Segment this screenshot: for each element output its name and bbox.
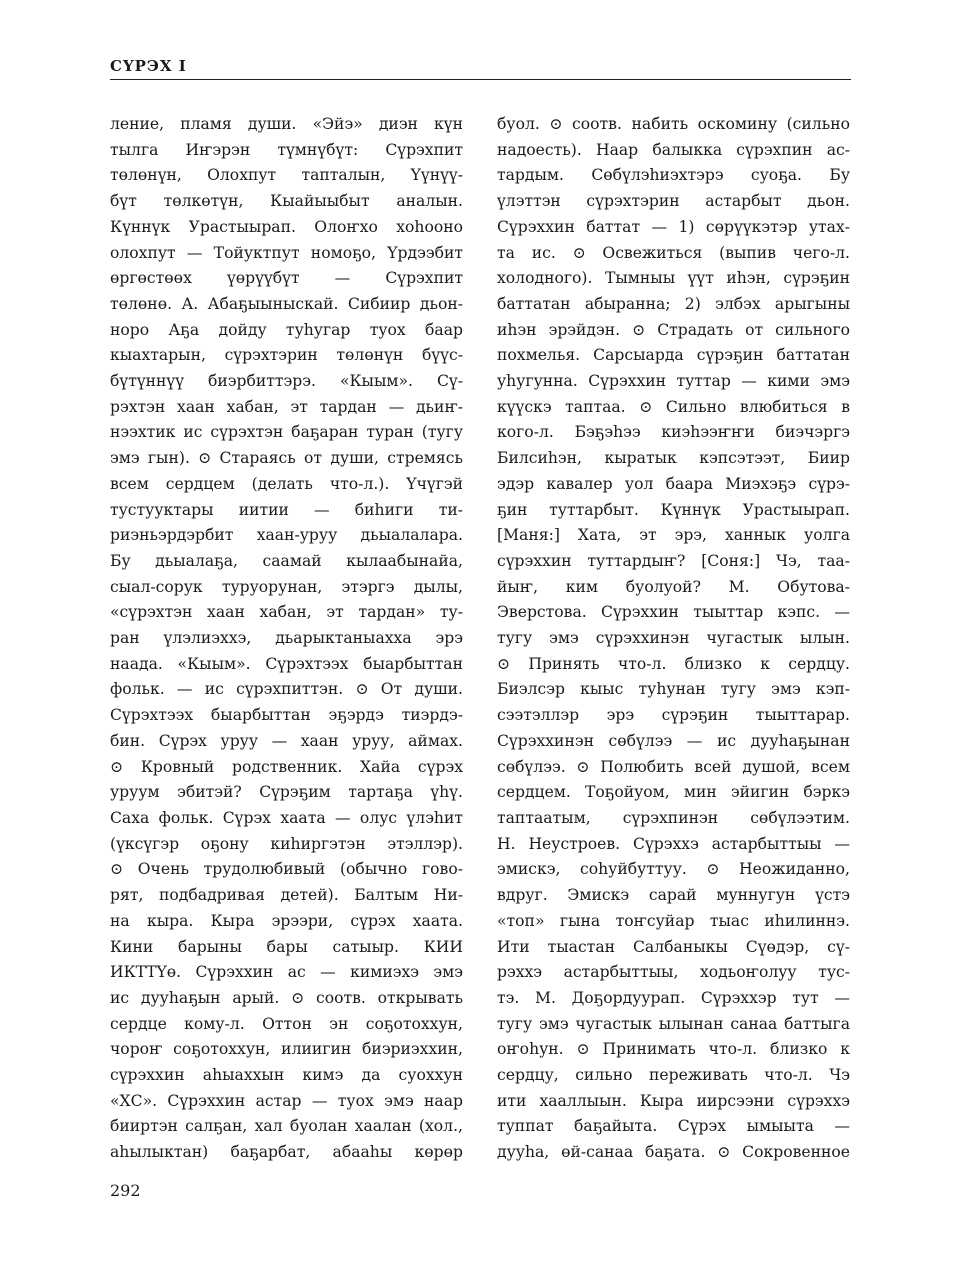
right-column (497, 112, 850, 1166)
text-line: эмэ гын). ⊙ Стараясь от души, стремясь (110, 449, 463, 468)
text-line: тугу эмэ сүрэххинэн чугастык ылын. (497, 629, 850, 648)
text-line: ⊙ Очень трудолюбивый (обычно гово- (110, 860, 463, 879)
text-line: Ити тыастан Салбаныкы Сүөдэр, сү- (497, 937, 850, 956)
text-line: фольк. — ис сүрэхпиттэн. ⊙ От души. (110, 680, 463, 699)
text-line: баттатан абыранна; 2) элбэх арыгыны (497, 294, 850, 313)
text-line: похмелья. Сарсыарда сүрэҕин баттатан (497, 346, 850, 365)
text-line: бүт төлкөтүн, Кыайыыбыт аналын. (110, 192, 463, 211)
text-line: Биэлсэр кыыс туһунан тугу эмэ кэп- (497, 680, 850, 699)
text-line: ран үлэлиэххэ, дьарыктаныахха эрэ (110, 629, 463, 648)
text-line: норо Аҕа дойду туһугар туох баар (110, 320, 463, 339)
text-line: на кыра. Кыра эрээри, сүрэх хаата. (110, 911, 463, 930)
text-line: олохпут — Тойуктпут номоҕо, Үрдээбит (110, 243, 463, 262)
text-line: рят, подбадривая детей). Балтым Ни- (110, 886, 463, 905)
text-line: бин. Сүрэх уруу — хаан уруу, аймах. (110, 731, 463, 750)
text-line: күүскэ таптаа. ⊙ Сильно влюбиться в (497, 397, 850, 416)
text-line: «сүрэхтэн хаан хабан, эт тардан» ту- (110, 603, 463, 622)
text-line: ⊙ Кровный родственник. Хайа сүрэх (110, 757, 463, 776)
text-line: төлөнө. А. Абаҕыыныскай. Сибиир дьон- (110, 294, 463, 313)
text-line: (үксүгэр оҕону киһиргэтэн этэллэр). (110, 834, 463, 853)
text-line: дууһа, өй-санаа баҕата. ⊙ Сокровенное (497, 1143, 850, 1162)
text-line: «ХС». Сүрэххин астар — туох эмэ наар (110, 1091, 463, 1110)
text-line: уруум эбитэй? Сүрэҕим тартаҕа үһү. (110, 783, 463, 802)
text-line: тугу эмэ чугастык ылынан санаа баттыга (497, 1014, 850, 1033)
text-line: йыҥ, ким буолуой? М. Обутова- (497, 577, 850, 596)
text-line: рэххэ астарбыттыы, ходьоҥолуу тус- (497, 963, 850, 982)
text-line: всем сердцем (делать что-л.). Үчүгэй (110, 474, 463, 493)
text-line: сыал-сорук туруорунан, этэргэ дылы, (110, 577, 463, 596)
text-line: Сүрэххин баттат — 1) сөрүүкэтэр утах- (497, 217, 850, 236)
text-line: «топ» гына тоҥсуйар тыас иһилиннэ. (497, 911, 850, 930)
text-line: сүрэххин аһыаххын кимэ да суоххун (110, 1066, 463, 1085)
text-line: сердцем. Тоҕойуом, мин эйигин бэркэ (497, 783, 850, 802)
text-line: ис дууһаҕын арый. ⊙ соотв. открывать (110, 988, 463, 1007)
text-line: [Маня:] Хата, эт эрэ, ханнык уолга (497, 526, 850, 545)
text-line: төлөнүн, Олохпут тапталын, Үүнүү- (110, 166, 463, 185)
text-line: тылга Иҥэрэн түмнүбүт: Сүрэхпит (110, 140, 463, 159)
text-line: нээхтик ис сүрэхтэн баҕаран туран (тугу (110, 423, 463, 442)
text-line: кыахтарын, сүрэхтэрин төлөнүн бүүс- (110, 346, 463, 365)
text-line: Н. Неустроев. Сүрэххэ астарбыттыы — (497, 834, 850, 853)
text-line: та ис. ⊙ Освежиться (выпив чего-л. (497, 243, 850, 262)
text-line: рэхтэн хаан хабан, эт тардан — дьиҥ- (110, 397, 463, 416)
text-line: сөбүлээ. ⊙ Полюбить всей душой, всем (497, 757, 850, 776)
text-line: ИКТТҮө. Сүрэххин ас — кимиэхэ эмэ (110, 963, 463, 982)
text-line: таптаатым, сүрэхпинэн сөбүлээтим. (497, 808, 850, 827)
text-line: кого-л. Бэҕэһээ киэһээҥҥи биэчэргэ (497, 423, 850, 442)
text-line: уһугунна. Сүрэххин туттар — кими эмэ (497, 372, 850, 391)
text-line: аһылыктан) баҕарбат, абааһы көрөр (110, 1143, 463, 1162)
text-line: сүрэххин туттардыҥ? [Соня:] Чэ, таа- (497, 551, 850, 570)
text-line: Эверстова. Сүрэххин тыыттар кэпс. — (497, 603, 850, 622)
text-line: надоесть). Наар балыкка сүрэхпин ас- (497, 140, 850, 159)
text-line: тустууктары иитии — биһиги ти- (110, 500, 463, 519)
text-line: үлэттэн сүрэхтэрин астарбыт дьон. (497, 192, 850, 211)
text-line: сээтэллэр эрэ сүрэҕин тыыттарар. (497, 706, 850, 725)
text-line: ⊙ Принять что-л. близко к сердцу. (497, 654, 850, 673)
text-line: буол. ⊙ соотв. набить оскомину (сильно (497, 115, 850, 133)
text-line: эдэр кавалер уол баара Миэхэҕэ сүрэ- (497, 474, 850, 493)
text-line: тардым. Сөбүлэһиэхтэрэ суоҕа. Бу (497, 166, 850, 185)
text-line: сердце кому-л. Оттон эн соҕотоххун, (110, 1014, 463, 1033)
text-line: ление, пламя души. «Эйэ» диэн күн (110, 115, 463, 133)
text-line: риэньэрдэрбит хаан-уруу дьыалалара. (110, 526, 463, 545)
text-line: Сүрэхтээх быарбыттан эҕэрдэ тиэрдэ- (110, 706, 463, 725)
text-line: Билсиһэн, кыратык кэпсэтээт, Биир (497, 449, 850, 468)
text-line: Сүрэххинэн сөбүлээ — ис дууһаҕынан (497, 731, 850, 750)
text-line: Бу дьыалаҕа, саамай кылаабынайа, (110, 551, 463, 570)
text-line: Саха фольк. Сүрэх хаата — олус үлэһит (110, 808, 463, 827)
text-line: оҥоһун. ⊙ Принимать что-л. близко к (497, 1040, 850, 1059)
text-line: иһэн эрэйдэн. ⊙ Страдать от сильного (497, 320, 850, 339)
text-line: вдруг. Эмискэ сарай муннугун үстэ (497, 886, 850, 905)
left-column (110, 112, 463, 1166)
header-rule (110, 79, 851, 80)
running-head: СҮРЭХ I (110, 57, 187, 75)
text-line: холодного). Тымныы үүт иһэн, сүрэҕин (497, 269, 850, 288)
text-line: бииртэн салҕан, хал буолан хаалан (хол., (110, 1117, 463, 1136)
text-line: эмискэ, соһуйбуттуу. ⊙ Неожиданно, (497, 860, 850, 879)
text-line: чороҥ соҕотоххун, илиигин биэриэххин, (110, 1040, 463, 1059)
text-line: Кини барыны бары сатыыр. КИИ (110, 937, 463, 956)
text-line: наада. «Кыым». Сүрэхтээх быарбыттан (110, 654, 463, 673)
text-line: сердцу, сильно переживать что-л. Чэ (497, 1066, 850, 1085)
text-line: Күннүк Урастыырап. Олоҥхо хоһооно (110, 217, 463, 236)
text-line: тэ. М. Доҕордуурап. Сүрэххэр тут — (497, 988, 850, 1007)
text-line: өргөстөөх үөрүүбүт — Сүрэхпит (110, 269, 463, 288)
text-line: ҕин туттарбыт. Күннүк Урастыырап. (497, 500, 850, 519)
text-line: туппат баҕайыта. Сүрэх ымыыта — (497, 1117, 850, 1136)
page-number: 292 (110, 1181, 141, 1200)
text-line: ити хааллыын. Кыра иирсээни сүрэххэ (497, 1091, 850, 1110)
text-line: бүтүннүү биэрбиттэрэ. «Кыым». Сү- (110, 372, 463, 391)
